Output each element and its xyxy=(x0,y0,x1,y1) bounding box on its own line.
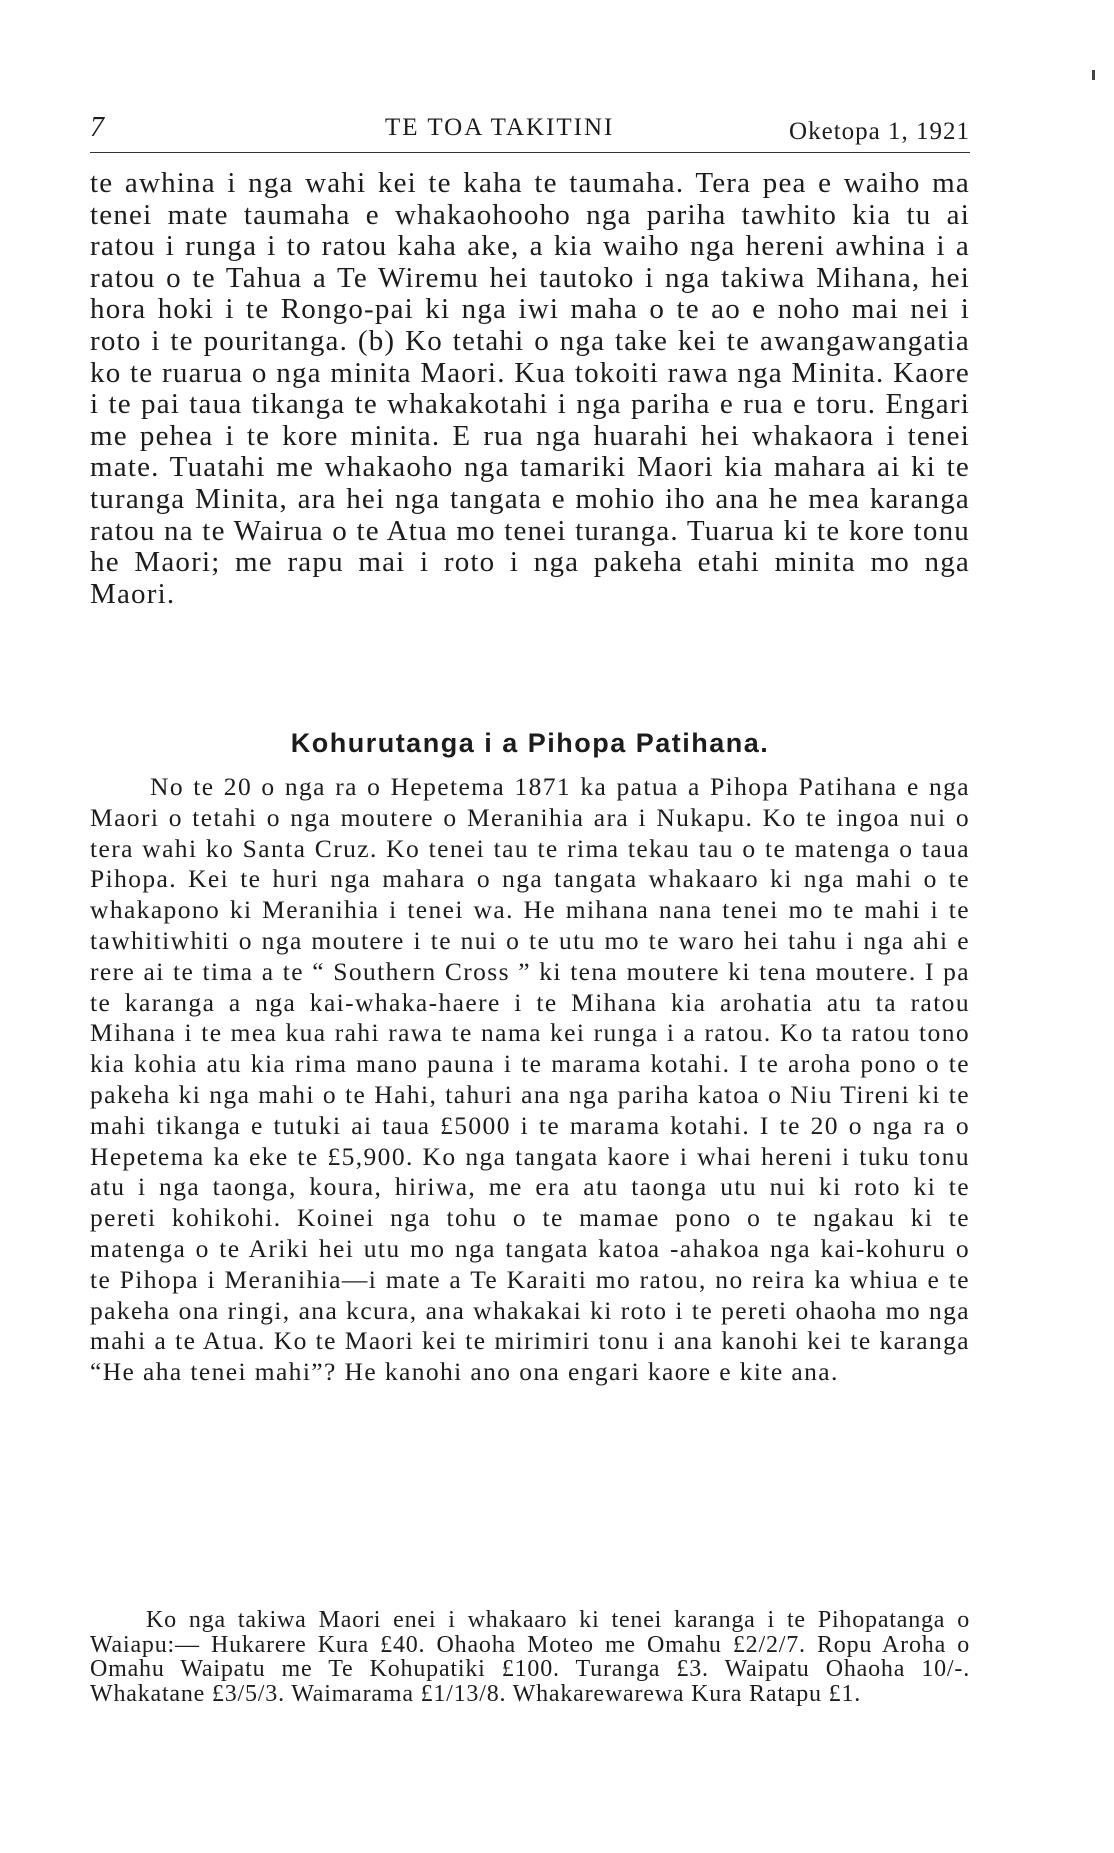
section-heading: Kohurutanga i a Pihopa Patihana. xyxy=(290,728,770,758)
issue-date: Oketopa 1, 1921 xyxy=(789,118,970,145)
page-number: 7 xyxy=(90,112,104,143)
donations-note: Ko nga takiwa Maori enei i whakaaro ki tenei karanga i te Pihopatanga o Waiapu:— Hukarere Kura £40. Ohaoha Moteo me Omahu £2/2/7. Ropu Aroha o Omahu Waipatu me Te Kohupatiki £100. Turanga £3. Waipatu Ohaoha 10/-. Whakatane £3/5/3. Waimarama £1/13/8. Whakarewarewa Kura Ratapu £1. xyxy=(90,1607,970,1707)
scan-mark xyxy=(1092,70,1095,80)
section-body-paragraph: No te 20 o nga ra o Hepetema 1871 ka patua a Pihopa Patihana e nga Maori o tetahi o nga moutere o Meranihia ara i Nukapu. Ko te ingoa nui o tera wahi ko Santa Cruz. Ko tenei tau te rima tekau tau o te matenga o taua Pihopa. Kei te huri nga mahara o nga tangata whakaaro ki nga mahi o te whakapono ki Meranihia i tenei wa. He mihana nana tenei mo te mahi i te tawhitiwhiti o nga moutere i te nui o te utu mo te waro hei tahu i nga ahi e rere ai te tima a te “ Southern Cross ” ki tena moutere ki tena moutere. I pa te karanga a nga kai-whaka-haere i te Mihana kia arohatia atu ta ratou Mihana i te mea kua rahi rawa te nama kei runga i a ratou. Ko ta ratou tono kia kohia atu kia rima mano pauna i te marama kotahi. I te aroha pono o te pakeha ki nga mahi o te Hahi, tahuri ana nga pariha katoa o Niu Tireni ki te mahi tikanga e tutuki ai taua £5000 i te marama kotahi. I te 20 o nga ra o Hepetema ka eke te £5,900. Ko nga tangata kaore i whai hereni i tuku tonu atu i nga taonga, koura, hiriwa, me era atu taonga utu nui ki roto ki te pereti kohikohi. Koinei nga tohu o te mamae pono o te ngakau ki te matenga o te Ariki hei utu mo nga tangata katoa -ahakoa nga kai-kohuru o te Pihopa i Meranihia—i mate a Te Karaiti mo ratou, no reira ka whiua e te pakeha ona ringi, ana kcura, ana whakakai ki roto i te pereti ohaoha mo nga mahi a te Atua. Ko te Maori kei te mirimiri tonu i ana kanohi kei te karanga “He aha tenei mahi”? He kanohi ano ona engari kaore e kite ana. xyxy=(90,772,970,1387)
page-header xyxy=(90,112,970,153)
publication-title: TE TOA TAKITINI xyxy=(385,114,615,141)
opening-paragraph: te awhina i nga wahi kei te kaha te taumaha. Tera pea e waiho ma tenei mate taumaha e whakaohooho nga pariha tawhito kia tu ai ratou i runga i to ratou kaha ake, a kia waiho nga hereni awhina i a ratou o te Tahua a Te Wiremu hei tautoko i nga takiwa Mihana, hei hora hoki i te Rongo-pai ki nga iwi maha o te ao e noho mai nei i roto i te pouritanga. (b) Ko tetahi o nga take kei te awangawangatia ko te ruarua o nga minita Maori. Kua tokoiti rawa nga Minita. Kaore i te pai taua tikanga te whakakotahi i nga pariha e rua e toru. Engari me pehea i te kore minita. E rua nga huarahi hei whakaora i tenei mate. Tuatahi me whakaoho nga tamariki Maori kia mahara ai ki te turanga Minita, ara hei nga tangata e mohio iho ana he mea karanga ratou na te Wairua o te Atua mo tenei turanga. Tuarua ki te kore tonu he Maori; me rapu mai i roto i nga pakeha etahi minita mo nga Maori. xyxy=(90,167,970,610)
